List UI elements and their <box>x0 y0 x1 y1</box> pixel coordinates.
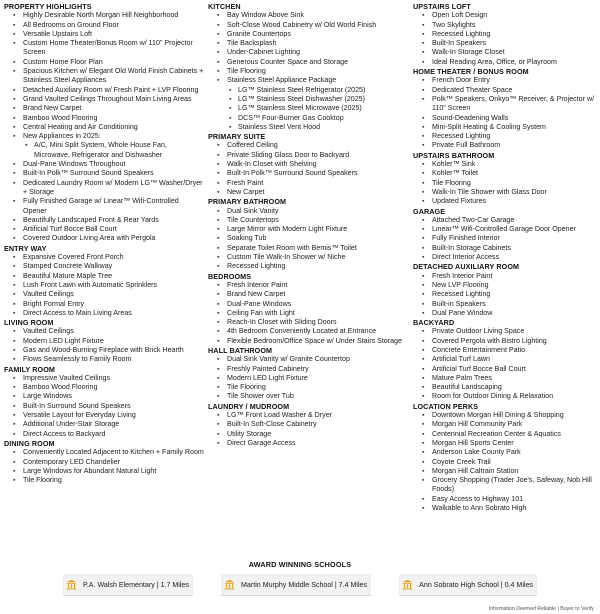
school-label: P.A. Walsh Elementary | 1.7 Miles <box>83 580 189 589</box>
section-title: HALL BATHROOM <box>208 345 273 355</box>
feature-list <box>208 141 410 197</box>
feature-item: ▪ Highly Desirable North Morgan Hill Neighborhood <box>4 11 204 20</box>
feature-item: ▪ Custom Home Floor Plan <box>4 58 204 67</box>
feature-item: ▪ Private Full Bathroom <box>413 141 600 150</box>
feature-item: ▪ Dual Pane Window <box>413 309 600 318</box>
feature-subitem: ▪ DCS™ Four-Burner Gas Cooktop <box>208 114 410 123</box>
feature-item: ▪ New Appliances in 2025: <box>4 132 204 141</box>
feature-item: ▪ Tile Backsplash <box>208 39 410 48</box>
feature-item: ▪ Fresh Paint <box>208 179 410 188</box>
feature-subitem: ▪ LG™ Stainless Steel Refrigerator (2025) <box>208 86 410 95</box>
school-card <box>221 574 371 596</box>
school-label: Martin Murphy Middle School | 7.4 Miles <box>241 580 368 589</box>
feature-item: ▪ Easy Access to Highway 101 <box>413 495 600 504</box>
feature-section <box>4 244 204 318</box>
feature-item: ▪ Central Heating and Air Conditioning <box>4 123 204 132</box>
feature-list <box>4 448 204 485</box>
school-label: Ann Sobrato High School | 0.4 Miles <box>419 580 533 589</box>
feature-item: ▪ Tile Shower over Tub <box>208 392 410 401</box>
section-title: DINING ROOM <box>4 438 55 448</box>
feature-item: ▪ Stainless Steel Appliance Package <box>208 76 410 85</box>
feature-item: ▪ Private Outdoor Living Space <box>413 327 600 336</box>
feature-item: ▪ Walk-In Closet with Shelving <box>208 160 410 169</box>
feature-list <box>413 76 600 150</box>
feature-item: ▪ Built-In Speakers <box>413 39 600 48</box>
section-title: DETACHED AUXILIARY ROOM <box>413 262 520 272</box>
section-title: LIVING ROOM <box>4 318 54 328</box>
feature-item: ▪ Beautifully Landscaped Front & Rear Yards <box>4 216 204 225</box>
feature-item: ▪ Grand Vaulted Ceilings Throughout Main Living Areas <box>4 95 204 104</box>
feature-list <box>4 253 204 318</box>
feature-item: ▪ Custom Home Theater/Bonus Room w/ 110" Projector Screen <box>4 39 204 58</box>
section-title: KITCHEN <box>208 2 241 11</box>
feature-item: ▪ Updated Fixtures <box>413 197 600 206</box>
feature-list <box>413 272 600 318</box>
feature-item: ▪ Recessed Lighting <box>413 132 600 141</box>
feature-item: ▪ Morgan Hill Sports Center <box>413 439 600 448</box>
feature-section <box>4 439 204 485</box>
section-title: PROPERTY HIGHLIGHTS <box>4 2 92 11</box>
feature-item: ▪ All Bedrooms on Ground Floor <box>4 21 204 30</box>
feature-item: ▪ Built-In Polk™ Surround Sound Speakers <box>4 169 204 178</box>
feature-item: ▪ New LVP Flooring <box>413 281 600 290</box>
feature-list <box>208 355 410 401</box>
feature-item: ▪ Expansive Covered Front Porch <box>4 253 204 262</box>
section-title: ENTRY WAY <box>4 243 47 253</box>
feature-item: ▪ Utility Storage <box>208 430 410 439</box>
feature-item: ▪ Morgan Hill Caltrain Station <box>413 467 600 476</box>
feature-item: ▪ 4th Bedroom Conveniently Located at Entrance <box>208 327 410 336</box>
feature-item: ▪ Open Loft Design <box>413 11 600 20</box>
feature-item: ▪ Tile Flooring <box>4 476 204 485</box>
feature-item: ▪ Concrete Entertainment Patio <box>413 346 600 355</box>
feature-section <box>413 402 600 514</box>
feature-list <box>413 160 600 206</box>
feature-item: ▪ Linear™ Wifi-Controlled Garage Door Opener <box>413 225 600 234</box>
feature-section <box>413 318 600 402</box>
feature-item: ▪ Recessed Lighting <box>413 290 600 299</box>
feature-item: ▪ New Carpet <box>208 188 410 197</box>
section-title: UPSTAIRS LOFT <box>413 2 471 11</box>
feature-item: ▪ Brand New Carpet <box>4 104 204 113</box>
feature-item: ▪ Modern LED Light Fixture <box>4 337 204 346</box>
feature-item: ▪ Impressive Vaulted Ceilings <box>4 374 204 383</box>
feature-item: ▪ Lush Front Lawn with Automatic Sprinklers <box>4 281 204 290</box>
feature-section <box>208 132 410 197</box>
feature-item: ▪ Sound-Deadening Walls <box>413 114 600 123</box>
features-column-3 <box>413 2 600 513</box>
feature-item: ▪ Centennial Recreation Center & Aquatics <box>413 430 600 439</box>
feature-item: ▪ Contemporary LED Chandelier <box>4 458 204 467</box>
feature-item: ▪ Generous Counter Space and Storage <box>208 58 410 67</box>
feature-item: ▪ Mature Palm Trees <box>413 374 600 383</box>
feature-subitem: ▪ LG™ Stainless Steel Dishwasher (2025) <box>208 95 410 104</box>
feature-list <box>413 216 600 262</box>
feature-item: ▪ Built-In Surround Sound Speakers <box>4 402 204 411</box>
feature-item: ▪ Artificial Turf Bocce Ball Court <box>4 225 204 234</box>
feature-section <box>4 365 204 439</box>
feature-item: ▪ Tile Flooring <box>208 383 410 392</box>
feature-list <box>208 11 410 132</box>
section-title: HOME THEATER / BONUS ROOM <box>413 67 529 77</box>
section-title: UPSTAIRS BATHROOM <box>413 150 495 160</box>
schools-title: AWARD WINNING SCHOOLS <box>248 560 352 569</box>
feature-item: ▪ Dual-Pane Windows <box>208 300 410 309</box>
feature-item: ▪ Built-in Speakers <box>413 300 600 309</box>
feature-item: ▪ Additional Under-Stair Storage <box>4 420 204 429</box>
feature-item: ▪ Detached Auxiliary Room w/ Fresh Paint + LVP Flooring <box>4 86 204 95</box>
feature-item: ▪ Fresh Interior Paint <box>208 281 410 290</box>
feature-item: ▪ Walk-In Tile Shower with Glass Door <box>413 188 600 197</box>
feature-item: ▪ Dedicated Laundry Room w/ Modern LG™ Washer/Dryer + Storage <box>4 179 204 198</box>
feature-item: ▪ Direct Access to Main Living Areas <box>4 309 204 318</box>
feature-item: ▪ Large Windows for Abundant Natural Light <box>4 467 204 476</box>
feature-list <box>208 207 410 272</box>
section-title: GARAGE <box>413 206 446 216</box>
feature-item: ▪ Covered Outdoor Living Area with Pergola <box>4 234 204 243</box>
disclaimer: Information Deemed Reliable | Buyer to Verify <box>488 606 594 612</box>
feature-item: ▪ Bay Window Above Sink <box>208 11 410 20</box>
feature-item: ▪ Beautiful Landscaping <box>413 383 600 392</box>
feature-list <box>4 327 204 364</box>
feature-subitem: ▪ A/C, Mini Split System, Whole House Fan, Microwave, Refrigerator and Dishwasher <box>4 141 204 160</box>
feature-section <box>413 262 600 318</box>
feature-section <box>4 2 204 244</box>
feature-item: ▪ Fully Finished Interior <box>413 234 600 243</box>
feature-item: ▪ Vaulted Ceilings <box>4 290 204 299</box>
feature-list <box>4 374 204 439</box>
feature-item: ▪ Soaking Tub <box>208 234 410 243</box>
feature-item: ▪ Flows Seamlessly to Family Room <box>4 355 204 364</box>
feature-item: ▪ Custom Tile Walk-In Shower w/ Niche <box>208 253 410 262</box>
feature-item: ▪ Direct Access to Backyard <box>4 430 204 439</box>
feature-item: ▪ Brand New Carpet <box>208 290 410 299</box>
school-card <box>399 574 537 596</box>
feature-item: ▪ Room for Outdoor Dining & Relaxation <box>413 392 600 401</box>
feature-section <box>413 2 600 67</box>
feature-section <box>208 402 410 448</box>
feature-list <box>413 411 600 513</box>
feature-item: ▪ Anderson Lake County Park <box>413 448 600 457</box>
feature-item: ▪ Artificial Turf Lawn <box>413 355 600 364</box>
section-title: BEDROOMS <box>208 271 252 281</box>
feature-item: ▪ Recessed Lighting <box>208 262 410 271</box>
feature-item: ▪ Versatile Upstairs Loft <box>4 30 204 39</box>
feature-list <box>4 11 204 243</box>
feature-item: ▪ Tile Flooring <box>413 179 600 188</box>
feature-item: ▪ Attached Two-Car Garage <box>413 216 600 225</box>
feature-section <box>413 207 600 263</box>
feature-section <box>208 197 410 271</box>
feature-list <box>208 281 410 346</box>
school-icon <box>224 579 235 590</box>
feature-section <box>413 151 600 207</box>
feature-list <box>413 11 600 67</box>
feature-item: ▪ Built-In Storage Cabinets <box>413 244 600 253</box>
feature-subitem: ▪ Stainless Steel Vent Hood <box>208 123 410 132</box>
feature-item: ▪ Morgan Hill Community Park <box>413 420 600 429</box>
feature-item: ▪ Bamboo Wood Flooring <box>4 114 204 123</box>
school-card <box>63 574 193 596</box>
section-title: FAMILY ROOM <box>4 364 56 374</box>
feature-item: ▪ Direct Interior Access <box>413 253 600 262</box>
feature-section <box>208 2 410 132</box>
feature-item: ▪ Versatile Layout for Everyday Living <box>4 411 204 420</box>
feature-item: ▪ Fresh Interior Paint <box>413 272 600 281</box>
feature-item: ▪ Bamboo Wood Flooring <box>4 383 204 392</box>
feature-item: ▪ Soft-Close Wood Cabinetry w/ Old World Finish <box>208 21 410 30</box>
feature-item: ▪ Walkable to Ann Sobrato High <box>413 504 600 513</box>
features-column-2 <box>208 2 410 448</box>
school-icon <box>402 579 413 590</box>
feature-item: ▪ Freshly Painted Cabinetry <box>208 365 410 374</box>
feature-section <box>413 67 600 151</box>
feature-item: ▪ Large Windows <box>4 392 204 401</box>
feature-section <box>4 318 204 364</box>
feature-item: ▪ Tile Countertops <box>208 216 410 225</box>
feature-item: ▪ Fully Finished Garage w/ Linear™ Wifi-Controlled Opener <box>4 197 204 216</box>
feature-item: ▪ Coyote Creek Trail <box>413 458 600 467</box>
feature-item: ▪ Two Skylights <box>413 21 600 30</box>
feature-item: ▪ Mini-Split Heating & Cooling System <box>413 123 600 132</box>
feature-item: ▪ Kohler™ Toilet <box>413 169 600 178</box>
feature-item: ▪ Direct Garage Access <box>208 439 410 448</box>
feature-item: ▪ Covered Pergola with Bistro Lighting <box>413 337 600 346</box>
feature-subitem: ▪ LG™ Stainless Steel Microwave (2025) <box>208 104 410 113</box>
feature-item: ▪ Dual-Pane Windows Throughout <box>4 160 204 169</box>
feature-item: ▪ Bright Formal Entry <box>4 300 204 309</box>
schools-row <box>63 574 537 596</box>
features-column-1 <box>4 2 204 485</box>
feature-item: ▪ Walk-In Storage Closet <box>413 48 600 57</box>
feature-item: ▪ Stamped Concrete Walkway <box>4 262 204 271</box>
feature-item: ▪ Private Sliding Glass Door to Backyard <box>208 151 410 160</box>
feature-item: ▪ Dual Sink Vanity w/ Granite Countertop <box>208 355 410 364</box>
feature-item: ▪ Conveniently Located Adjacent to Kitchen + Family Room <box>4 448 204 457</box>
section-title: BACKYARD <box>413 318 455 328</box>
feature-item: ▪ Built-In Soft-Close Cabinetry <box>208 420 410 429</box>
feature-item: ▪ Vaulted Ceilings <box>4 327 204 336</box>
feature-item: ▪ Downtown Morgan Hill Dining & Shopping <box>413 411 600 420</box>
feature-item: ▪ Dedicated Theater Space <box>413 86 600 95</box>
feature-item: ▪ LG™ Front Load Washer & Dryer <box>208 411 410 420</box>
feature-item: ▪ Kohler™ Sink <box>413 160 600 169</box>
feature-item: ▪ Modern LED Light Fixture <box>208 374 410 383</box>
feature-item: ▪ Ceiling Fan with Light <box>208 309 410 318</box>
feature-item: ▪ French Door Entry <box>413 76 600 85</box>
feature-item: ▪ Flexible Bedroom/Office Space w/ Under Stairs Storage <box>208 337 410 346</box>
feature-list <box>208 411 410 448</box>
features-columns <box>4 2 598 558</box>
section-title: PRIMARY BATHROOM <box>208 197 287 207</box>
feature-item: ▪ Built-In Polk™ Surround Sound Speakers <box>208 169 410 178</box>
feature-item: ▪ Large Mirror with Modern Light Fixture <box>208 225 410 234</box>
section-title: PRIMARY SUITE <box>208 132 266 142</box>
school-icon <box>66 579 77 590</box>
feature-item: ▪ Spacious Kitchen w/ Elegant Old World Finish Cabinets + Stainless Steel Appliances <box>4 67 204 86</box>
feature-item: ▪ Under-Cabinet Lighting <box>208 48 410 57</box>
feature-item: ▪ Dual Sink Vanity <box>208 207 410 216</box>
feature-item: ▪ Reach-In Closet with Sliding Doors <box>208 318 410 327</box>
feature-item: ▪ Granite Countertops <box>208 30 410 39</box>
feature-item: ▪ Coffered Ceiling <box>208 141 410 150</box>
feature-section <box>208 272 410 346</box>
feature-item: ▪ Polk™ Speakers, Onkyo™ Receiver, & Projector w/ 110" Screen <box>413 95 600 114</box>
section-title: LAUNDRY / MUDROOM <box>208 401 290 411</box>
feature-item: ▪ Ideal Reading Area, Office, or Playroom <box>413 58 600 67</box>
feature-item: ▪ Grocery Shopping (Trader Joe's, Safeway, Nob Hill Foods) <box>413 476 600 495</box>
feature-item: ▪ Tile Flooring <box>208 67 410 76</box>
feature-section <box>208 346 410 402</box>
section-title: LOCATION PERKS <box>413 401 479 411</box>
feature-item: ▪ Beautiful Mature Maple Tree <box>4 272 204 281</box>
feature-item: ▪ Separate Toilet Room with Bemis™ Toilet <box>208 244 410 253</box>
feature-item: ▪ Recessed Lighting <box>413 30 600 39</box>
feature-list <box>413 327 600 401</box>
feature-item: ▪ Gas and Wood-Burning Fireplace with Brick Hearth <box>4 346 204 355</box>
feature-item: ▪ Artificial Turf Bocce Ball Court <box>413 365 600 374</box>
